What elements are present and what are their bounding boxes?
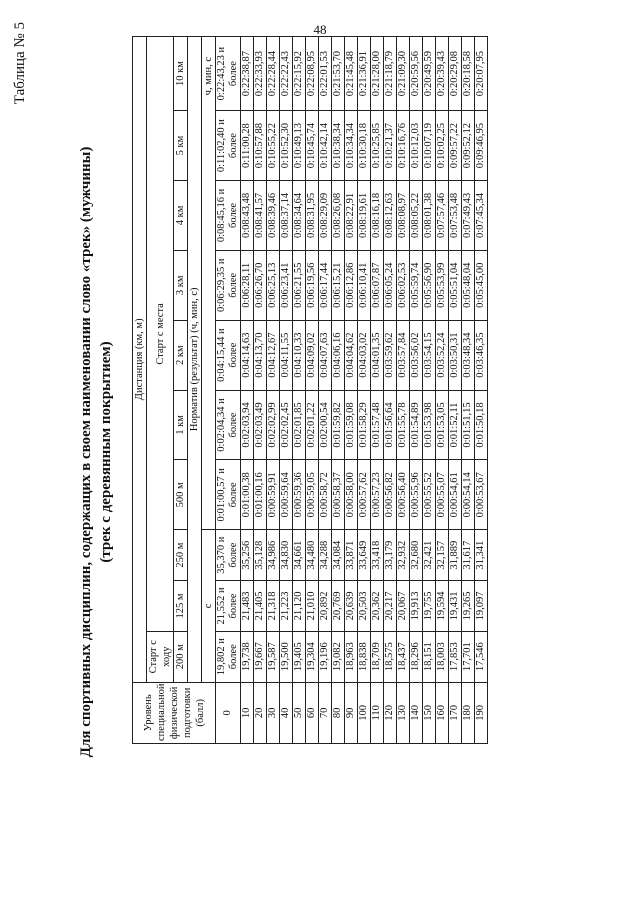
value-cell: 0:07:49,43 <box>462 181 475 251</box>
value-cell: 0:10:52,30 <box>280 111 293 181</box>
table-row <box>216 37 241 744</box>
value-cell: 0:01:55,78 <box>397 390 410 460</box>
table-row <box>462 37 475 744</box>
value-cell: 0:08:12,63 <box>384 181 397 251</box>
value-cell: 21,483 <box>241 581 254 632</box>
table-label: Таблица № 5 <box>12 22 28 105</box>
value-cell: 0:00:55,07 <box>436 460 449 530</box>
table-body <box>216 37 488 744</box>
table-row <box>254 37 267 744</box>
level-cell: 50 <box>293 682 306 743</box>
value-cell: 19,500 <box>280 631 293 682</box>
header-start-moving: Старт с ходу <box>147 631 174 682</box>
value-cell: 33,179 <box>384 530 397 581</box>
level-cell: 80 <box>332 682 345 743</box>
value-cell: 19,405 <box>293 631 306 682</box>
value-cell: 0:02:02,45 <box>280 390 293 460</box>
value-cell: 0:05:45,00 <box>475 250 488 320</box>
level-cell: 40 <box>280 682 293 743</box>
value-cell: 0:08:08,97 <box>397 181 410 251</box>
value-cell: 0:01:59,08 <box>345 390 358 460</box>
value-cell: 21,010 <box>306 581 319 632</box>
value-cell: 0:21:18,79 <box>384 37 397 111</box>
value-cell: 0:03:54,15 <box>423 320 436 390</box>
table-subtitle: (трек с деревянным покрытием) <box>98 341 114 563</box>
value-cell: 19,082 <box>332 631 345 682</box>
value-cell: 0:07:57,46 <box>436 181 449 251</box>
value-cell: 0:10:07,19 <box>423 111 436 181</box>
value-cell: 0:20:18,58 <box>462 37 475 111</box>
value-cell: 34,830 <box>280 530 293 581</box>
value-cell: 20,217 <box>384 581 397 632</box>
value-cell: 0:20:29,08 <box>449 37 462 111</box>
value-cell: 0:00:56,82 <box>384 460 397 530</box>
value-cell: 0:03:56,02 <box>410 320 423 390</box>
value-cell: 18,151 <box>423 631 436 682</box>
value-cell: 0:08:01,38 <box>423 181 436 251</box>
value-cell: 0:02:00,54 <box>319 390 332 460</box>
value-cell: 0:20:07,95 <box>475 37 488 111</box>
value-cell: 19,196 <box>319 631 332 682</box>
value-cell: 0:22:22,43 <box>280 37 293 111</box>
header-row-distance <box>133 37 147 744</box>
value-cell: 0:08:16,18 <box>371 181 384 251</box>
value-cell: 0:22:28,44 <box>267 37 280 111</box>
value-cell: 0:06:07,87 <box>371 250 384 320</box>
value-cell: 0:08:29,09 <box>319 181 332 251</box>
table-row <box>241 37 254 744</box>
level-cell: 0 <box>216 682 241 743</box>
value-cell: 0:09:46,95 <box>475 111 488 181</box>
value-cell: 31,617 <box>462 530 475 581</box>
value-cell: 0:05:59,74 <box>410 250 423 320</box>
value-cell: 0:11:00,28 <box>241 111 254 181</box>
value-cell: 0:01:50,18 <box>475 390 488 460</box>
value-cell: 21,552 и более <box>216 581 241 632</box>
value-cell: 21,318 <box>267 581 280 632</box>
level-cell: 130 <box>397 682 410 743</box>
value-cell: 0:00:57,62 <box>358 460 371 530</box>
value-cell: 0:02:03,94 <box>241 390 254 460</box>
value-cell: 0:03:59,62 <box>384 320 397 390</box>
value-cell: 0:00:58,72 <box>319 460 332 530</box>
value-cell: 0:06:19,56 <box>306 250 319 320</box>
value-cell: 0:04:11,55 <box>280 320 293 390</box>
level-cell: 150 <box>423 682 436 743</box>
value-cell: 32,680 <box>410 530 423 581</box>
level-cell: 190 <box>475 682 488 743</box>
value-cell: 0:04:06,16 <box>332 320 345 390</box>
value-cell: 0:10:34,34 <box>345 111 358 181</box>
value-cell: 0:20:59,56 <box>410 37 423 111</box>
rotated-page-content <box>0 12 640 892</box>
value-cell: 0:03:50,31 <box>449 320 462 390</box>
table-row <box>306 37 319 744</box>
value-cell: 19,431 <box>449 581 462 632</box>
value-cell: 0:21:53,70 <box>332 37 345 111</box>
table-row <box>449 37 462 744</box>
level-cell: 90 <box>345 682 358 743</box>
value-cell: 0:11:02,40 и более <box>216 111 241 181</box>
value-cell: 0:08:34,64 <box>293 181 306 251</box>
header-distance: Дистанция (км, м) <box>133 37 147 683</box>
table-row <box>436 37 449 744</box>
value-cell: 0:06:15,21 <box>332 250 345 320</box>
value-cell: 17,853 <box>449 631 462 682</box>
value-cell: 34,661 <box>293 530 306 581</box>
value-cell: 0:08:37,14 <box>280 181 293 251</box>
table-row <box>410 37 423 744</box>
value-cell: 19,738 <box>241 631 254 682</box>
value-cell: 34,084 <box>332 530 345 581</box>
table-row <box>423 37 436 744</box>
value-cell: 35,256 <box>241 530 254 581</box>
value-cell: 31,341 <box>475 530 488 581</box>
column-header: 3 км <box>174 250 188 320</box>
value-cell: 0:08:43,48 <box>241 181 254 251</box>
value-cell: 17,546 <box>475 631 488 682</box>
header-row-columns <box>174 37 188 744</box>
value-cell: 32,932 <box>397 530 410 581</box>
column-header: 250 м <box>174 530 188 581</box>
value-cell: 0:02:02,99 <box>267 390 280 460</box>
table-row <box>319 37 332 744</box>
value-cell: 34,480 <box>306 530 319 581</box>
value-cell: 0:01:56,64 <box>384 390 397 460</box>
value-cell: 0:04:01,35 <box>371 320 384 390</box>
value-cell: 0:02:03,49 <box>254 390 267 460</box>
value-cell: 0:01:57,48 <box>371 390 384 460</box>
value-cell: 0:07:53,48 <box>449 181 462 251</box>
value-cell: 0:04:10,33 <box>293 320 306 390</box>
value-cell: 0:04:09,02 <box>306 320 319 390</box>
value-cell: 0:00:55,96 <box>410 460 423 530</box>
value-cell: 0:04:15,44 и более <box>216 320 241 390</box>
header-norm: Норматив (результат) (ч, мин, с) <box>188 37 202 683</box>
value-cell: 0:00:59,91 <box>267 460 280 530</box>
value-cell: 0:09:52,12 <box>462 111 475 181</box>
value-cell: 0:00:54,61 <box>449 460 462 530</box>
value-cell: 0:04:12,67 <box>267 320 280 390</box>
level-cell: 140 <box>410 682 423 743</box>
table-row <box>371 37 384 744</box>
value-cell: 18,296 <box>410 631 423 682</box>
value-cell: 32,421 <box>423 530 436 581</box>
value-cell: 0:10:57,88 <box>254 111 267 181</box>
value-cell: 0:21:45,48 <box>345 37 358 111</box>
level-cell: 180 <box>462 682 475 743</box>
value-cell: 0:00:53,67 <box>475 460 488 530</box>
value-cell: 20,503 <box>358 581 371 632</box>
value-cell: 0:22:08,95 <box>306 37 319 111</box>
value-cell: 0:10:55,22 <box>267 111 280 181</box>
level-cell: 60 <box>306 682 319 743</box>
value-cell: 0:08:39,46 <box>267 181 280 251</box>
value-cell: 32,157 <box>436 530 449 581</box>
level-cell: 110 <box>371 682 384 743</box>
value-cell: 20,639 <box>345 581 358 632</box>
value-cell: 0:10:49,13 <box>293 111 306 181</box>
header-level: Уровень специальной физической подготовки (балл) <box>133 682 216 743</box>
column-header: 4 км <box>174 181 188 251</box>
value-cell: 0:06:12,86 <box>345 250 358 320</box>
value-cell: 18,838 <box>358 631 371 682</box>
value-cell: 0:07:45,34 <box>475 181 488 251</box>
value-cell: 0:05:48,04 <box>462 250 475 320</box>
value-cell: 19,265 <box>462 581 475 632</box>
value-cell: 0:01:53,05 <box>436 390 449 460</box>
value-cell: 0:00:58,00 <box>345 460 358 530</box>
value-cell: 19,913 <box>410 581 423 632</box>
value-cell: 20,362 <box>371 581 384 632</box>
value-cell: 0:03:52,24 <box>436 320 449 390</box>
value-cell: 0:04:07,63 <box>319 320 332 390</box>
value-cell: 0:03:48,34 <box>462 320 475 390</box>
value-cell: 0:03:57,84 <box>397 320 410 390</box>
value-cell: 0:22:43,23 и более <box>216 37 241 111</box>
value-cell: 0:01:00,38 <box>241 460 254 530</box>
value-cell: 0:05:56,90 <box>423 250 436 320</box>
value-cell: 0:10:30,18 <box>358 111 371 181</box>
value-cell: 19,587 <box>267 631 280 682</box>
value-cell: 0:01:00,57 и более <box>216 460 241 530</box>
value-cell: 18,963 <box>345 631 358 682</box>
value-cell: 0:00:58,37 <box>332 460 345 530</box>
value-cell: 19,802 и более <box>216 631 241 682</box>
value-cell: 20,067 <box>397 581 410 632</box>
value-cell: 0:06:26,70 <box>254 250 267 320</box>
value-cell: 0:10:02,25 <box>436 111 449 181</box>
column-header: 200 м <box>174 631 188 682</box>
value-cell: 0:01:53,98 <box>423 390 436 460</box>
column-header: 10 км <box>174 37 188 111</box>
column-header: 2 км <box>174 320 188 390</box>
value-cell: 0:22:01,53 <box>319 37 332 111</box>
value-cell: 19,755 <box>423 581 436 632</box>
value-cell: 0:20:39,43 <box>436 37 449 111</box>
value-cell: 0:00:59,64 <box>280 460 293 530</box>
table-title: Для спортивных дисциплин, содержащих в своем наименовании слово «трек» (мужчины) <box>78 146 94 758</box>
table-row <box>397 37 410 744</box>
value-cell: 19,667 <box>254 631 267 682</box>
value-cell: 20,892 <box>319 581 332 632</box>
value-cell: 0:06:17,44 <box>319 250 332 320</box>
value-cell: 0:00:57,23 <box>371 460 384 530</box>
level-cell: 100 <box>358 682 371 743</box>
level-cell: 10 <box>241 682 254 743</box>
value-cell: 0:02:01,22 <box>306 390 319 460</box>
value-cell: 0:08:05,22 <box>410 181 423 251</box>
value-cell: 0:04:13,70 <box>254 320 267 390</box>
column-header: 125 м <box>174 581 188 632</box>
value-cell: 0:10:45,74 <box>306 111 319 181</box>
value-cell: 0:04:03,02 <box>358 320 371 390</box>
value-cell: 0:10:38,34 <box>332 111 345 181</box>
value-cell: 0:00:56,40 <box>397 460 410 530</box>
value-cell: 34,986 <box>267 530 280 581</box>
value-cell: 21,120 <box>293 581 306 632</box>
value-cell: 0:10:42,14 <box>319 111 332 181</box>
value-cell: 0:06:21,55 <box>293 250 306 320</box>
value-cell: 0:01:58,29 <box>358 390 371 460</box>
value-cell: 0:00:55,52 <box>423 460 436 530</box>
header-unit-seconds: с <box>202 530 216 682</box>
value-cell: 0:02:04,34 и более <box>216 390 241 460</box>
column-header: 500 м <box>174 460 188 530</box>
value-cell: 0:06:28,11 <box>241 250 254 320</box>
value-cell: 0:10:25,85 <box>371 111 384 181</box>
value-cell: 33,418 <box>371 530 384 581</box>
value-cell: 0:10:21,37 <box>384 111 397 181</box>
value-cell: 0:06:29,35 и более <box>216 250 241 320</box>
value-cell: 0:20:49,59 <box>423 37 436 111</box>
column-header: 5 км <box>174 111 188 181</box>
header-start-standing: Старт с места <box>147 37 174 632</box>
value-cell: 21,405 <box>254 581 267 632</box>
value-cell: 0:01:51,15 <box>462 390 475 460</box>
header-unit-hms: ч, мин, с <box>202 37 216 530</box>
value-cell: 0:10:12,03 <box>410 111 423 181</box>
table-row <box>267 37 280 744</box>
table-row <box>358 37 371 744</box>
value-cell: 0:21:09,30 <box>397 37 410 111</box>
value-cell: 18,437 <box>397 631 410 682</box>
level-cell: 20 <box>254 682 267 743</box>
value-cell: 0:22:38,87 <box>241 37 254 111</box>
value-cell: 0:06:10,41 <box>358 250 371 320</box>
table-row <box>332 37 345 744</box>
value-cell: 0:21:36,91 <box>358 37 371 111</box>
level-cell: 160 <box>436 682 449 743</box>
value-cell: 0:22:33,93 <box>254 37 267 111</box>
value-cell: 0:05:51,04 <box>449 250 462 320</box>
value-cell: 0:06:05,24 <box>384 250 397 320</box>
table-row <box>293 37 306 744</box>
value-cell: 18,003 <box>436 631 449 682</box>
column-header: 1 км <box>174 390 188 460</box>
table-row <box>345 37 358 744</box>
value-cell: 0:08:19,61 <box>358 181 371 251</box>
value-cell: 0:01:00,16 <box>254 460 267 530</box>
level-cell: 170 <box>449 682 462 743</box>
value-cell: 0:06:25,13 <box>267 250 280 320</box>
value-cell: 20,769 <box>332 581 345 632</box>
value-cell: 0:08:22,91 <box>345 181 358 251</box>
value-cell: 0:01:54,89 <box>410 390 423 460</box>
table-row <box>384 37 397 744</box>
value-cell: 0:10:16,76 <box>397 111 410 181</box>
header-row-norm <box>188 37 202 744</box>
value-cell: 0:09:57,22 <box>449 111 462 181</box>
table-row <box>280 37 293 744</box>
level-cell: 70 <box>319 682 332 743</box>
value-cell: 0:00:59,05 <box>306 460 319 530</box>
page-number: 48 <box>313 22 327 37</box>
value-cell: 0:04:04,62 <box>345 320 358 390</box>
value-cell: 19,304 <box>306 631 319 682</box>
value-cell: 0:21:28,00 <box>371 37 384 111</box>
value-cell: 17,701 <box>462 631 475 682</box>
header-row-start <box>147 37 174 744</box>
value-cell: 0:03:46,35 <box>475 320 488 390</box>
value-cell: 0:06:23,41 <box>280 250 293 320</box>
standards-table <box>132 36 488 744</box>
level-cell: 30 <box>267 682 280 743</box>
value-cell: 0:08:45,16 и более <box>216 181 241 251</box>
header-row-units <box>202 37 216 744</box>
value-cell: 0:00:54,14 <box>462 460 475 530</box>
value-cell: 33,649 <box>358 530 371 581</box>
table-row <box>475 37 488 744</box>
value-cell: 18,575 <box>384 631 397 682</box>
value-cell: 0:02:01,85 <box>293 390 306 460</box>
value-cell: 0:08:26,08 <box>332 181 345 251</box>
value-cell: 34,288 <box>319 530 332 581</box>
value-cell: 0:04:14,63 <box>241 320 254 390</box>
value-cell: 21,223 <box>280 581 293 632</box>
value-cell: 0:01:59,82 <box>332 390 345 460</box>
value-cell: 0:08:41,57 <box>254 181 267 251</box>
value-cell: 33,871 <box>345 530 358 581</box>
value-cell: 18,709 <box>371 631 384 682</box>
value-cell: 0:08:31,95 <box>306 181 319 251</box>
value-cell: 0:00:59,36 <box>293 460 306 530</box>
level-cell: 120 <box>384 682 397 743</box>
value-cell: 0:01:52,11 <box>449 390 462 460</box>
value-cell: 0:22:15,92 <box>293 37 306 111</box>
value-cell: 0:05:53,99 <box>436 250 449 320</box>
value-cell: 19,097 <box>475 581 488 632</box>
value-cell: 31,889 <box>449 530 462 581</box>
value-cell: 35,128 <box>254 530 267 581</box>
value-cell: 35,370 и более <box>216 530 241 581</box>
value-cell: 0:06:02,53 <box>397 250 410 320</box>
value-cell: 19,594 <box>436 581 449 632</box>
